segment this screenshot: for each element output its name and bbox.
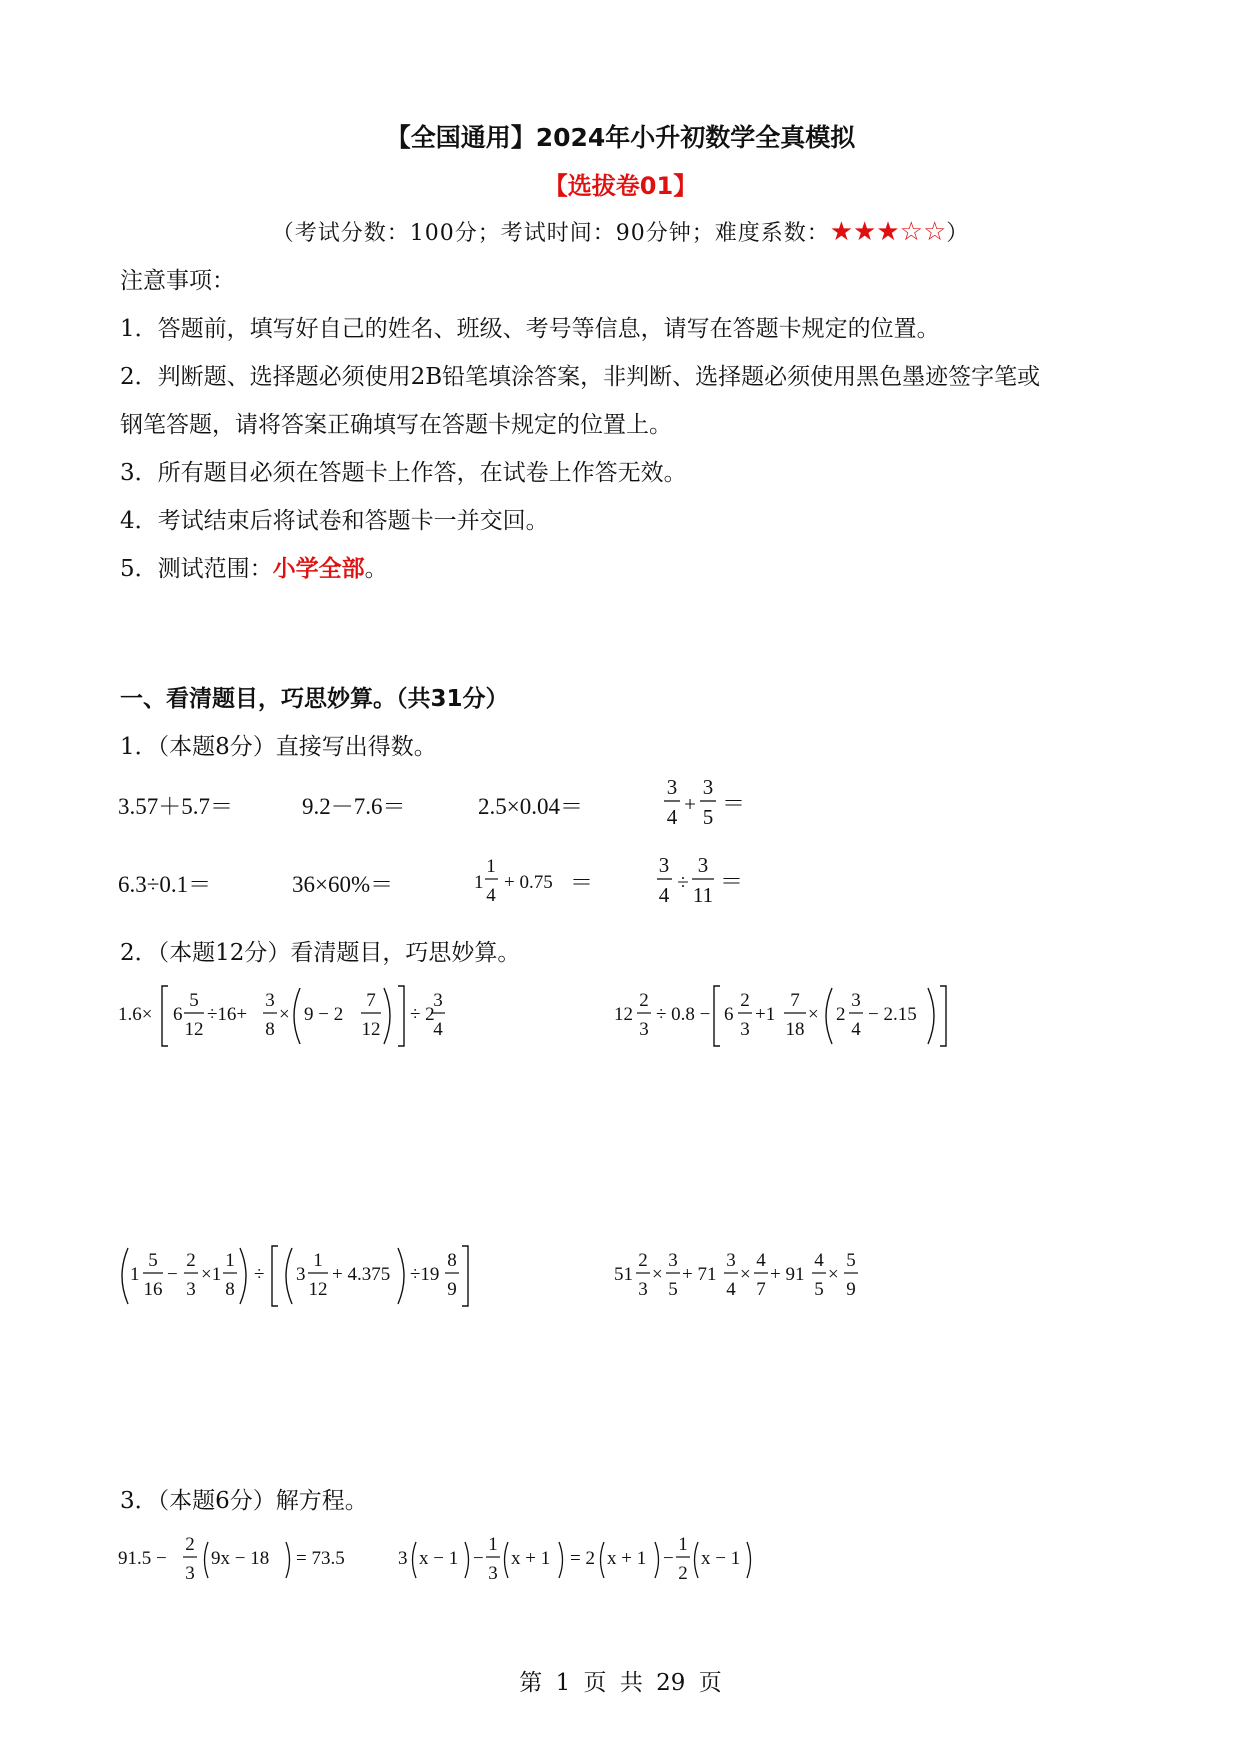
frac-den: 11 xyxy=(692,883,714,907)
whole: 3 xyxy=(296,1264,306,1285)
term: 9x − 18 xyxy=(211,1548,270,1569)
term: = 2 xyxy=(570,1548,595,1569)
exam-info xyxy=(0,216,1241,247)
frac-num: 7 xyxy=(366,990,376,1011)
frac-num: 7 xyxy=(790,990,800,1011)
frac-num: 8 xyxy=(447,1250,457,1271)
frac-den: 4 xyxy=(433,1019,443,1040)
frac-num: 3 xyxy=(666,775,678,799)
frac-den: 4 xyxy=(851,1019,861,1040)
term: x + 1 xyxy=(511,1548,551,1569)
frac-num: 1 xyxy=(313,1250,323,1271)
question-1-label: 1．（本题8分）直接写出得数。 xyxy=(120,734,437,760)
term: x − 1 xyxy=(419,1548,459,1569)
note-item-3: 3．所有题目必须在答题卡上作答，在试卷上作答无效。 xyxy=(120,460,687,486)
q2-expression-4 xyxy=(614,1236,874,1316)
frac-den: 3 xyxy=(639,1019,649,1040)
term: + 71 xyxy=(682,1264,717,1285)
frac-den: 8 xyxy=(265,1019,275,1040)
term: 9 − 2 xyxy=(304,1004,344,1025)
rest: + 0.75 xyxy=(504,872,553,893)
frac-den: 4 xyxy=(666,805,678,829)
frac-den: 3 xyxy=(740,1019,750,1040)
frac-num: 5 xyxy=(148,1250,158,1271)
note-item-4: 4．考试结束后将试卷和答题卡一并交回。 xyxy=(120,508,549,534)
whole: 1 xyxy=(474,872,484,893)
whole: 2 xyxy=(836,1004,846,1025)
whole: 51 xyxy=(614,1264,633,1285)
note-item-5 xyxy=(120,550,388,583)
paper-subtitle: 【选拔卷01】 xyxy=(543,172,698,200)
term: ×1 xyxy=(201,1264,222,1285)
note-item-2-line-2: 钢笔答题，请将答案正确填写在答题卡规定的位置上。 xyxy=(120,412,672,438)
q2-expression-2 xyxy=(614,976,954,1056)
term: +1 xyxy=(755,1004,776,1025)
difficulty-stars xyxy=(830,217,947,247)
frac-den: 3 xyxy=(186,1279,196,1300)
frac-den: 12 xyxy=(184,1019,204,1040)
exam-info-suffix: ） xyxy=(946,221,970,246)
frac-num: 1 xyxy=(486,856,496,877)
q1-item-h xyxy=(654,846,764,916)
frac-num: 3 xyxy=(851,990,861,1011)
whole: 1 xyxy=(130,1264,140,1285)
frac-den: 16 xyxy=(143,1279,163,1300)
term: − xyxy=(167,1264,178,1285)
frac-num: 3 xyxy=(668,1250,678,1271)
page-number: 第 1 页 共 29 页 xyxy=(519,1670,722,1696)
term: x − 1 xyxy=(701,1548,741,1569)
term: × xyxy=(279,1004,290,1025)
frac-den: 9 xyxy=(447,1279,457,1300)
q1-item-f: 36×60%＝ xyxy=(292,872,394,897)
test-scope: 小学全部 xyxy=(272,556,365,582)
whole: 12 xyxy=(614,1004,633,1025)
frac-den: 18 xyxy=(785,1019,805,1040)
frac-den: 4 xyxy=(486,885,496,906)
q1-item-e: 6.3÷0.1＝ xyxy=(118,872,212,897)
frac-den: 4 xyxy=(658,883,670,907)
frac-num: 1 xyxy=(678,1534,688,1555)
note-item-1: 1．答题前，填写好自己的姓名、班级、考号等信息，请写在答题卡规定的位置。 xyxy=(120,316,940,342)
whole: 6 xyxy=(724,1004,734,1025)
frac-num: 3 xyxy=(702,775,714,799)
term: ÷ 0.8 − xyxy=(656,1004,711,1025)
q1-item-g xyxy=(474,846,614,916)
frac-num: 4 xyxy=(814,1250,824,1271)
term: 1.6× xyxy=(118,1004,153,1025)
filled-star-icon: ★★★ xyxy=(829,217,900,247)
frac-num: 3 xyxy=(433,990,443,1011)
frac-num: 2 xyxy=(185,1534,195,1555)
frac-num: 4 xyxy=(756,1250,766,1271)
term: × xyxy=(808,1004,819,1025)
frac-num: 2 xyxy=(638,1250,648,1271)
term: − xyxy=(663,1548,674,1569)
q3-equation-1 xyxy=(118,1520,358,1600)
term: x + 1 xyxy=(607,1548,647,1569)
frac-den: 5 xyxy=(702,805,714,829)
note-item-5-suffix: 。 xyxy=(364,556,388,582)
q1-item-c: 2.5×0.04＝ xyxy=(478,794,583,819)
frac-num: 2 xyxy=(740,990,750,1011)
term: − xyxy=(473,1548,484,1569)
term: + 4.375 xyxy=(332,1264,391,1285)
note-item-2-line-1: 2．判断题、选择题必须使用2B铅笔填涂答案，非判断、选择题必须使用黑色墨迹签字笔或 xyxy=(120,364,1041,390)
equals: ＝ xyxy=(570,870,593,895)
term: 91.5 − xyxy=(118,1548,167,1569)
op: + xyxy=(684,792,696,816)
q3-equation-2 xyxy=(398,1520,758,1600)
term: × xyxy=(740,1264,751,1285)
frac-den: 12 xyxy=(361,1019,381,1040)
frac-num: 3 xyxy=(697,853,709,877)
q1-item-a: 3.57＋5.7＝ xyxy=(118,794,233,819)
question-3-label: 3．（本题6分）解方程。 xyxy=(120,1488,368,1514)
exam-info-prefix: （考试分数：100分；考试时间：90分钟；难度系数： xyxy=(271,221,830,246)
frac-den: 3 xyxy=(185,1563,195,1584)
equals: ＝ xyxy=(722,791,745,816)
frac-num: 5 xyxy=(189,990,199,1011)
section-1-heading: 一、看清题目，巧思妙算。（共31分） xyxy=(120,686,509,712)
frac-den: 7 xyxy=(756,1279,766,1300)
frac-num: 1 xyxy=(488,1534,498,1555)
note-item-5-prefix: 5．测试范围： xyxy=(120,556,273,582)
equals: ＝ xyxy=(720,869,743,894)
frac-den: 12 xyxy=(308,1279,328,1300)
frac-num: 1 xyxy=(225,1250,235,1271)
frac-den: 2 xyxy=(678,1563,688,1584)
frac-num: 2 xyxy=(186,1250,196,1271)
frac-den: 8 xyxy=(225,1279,235,1300)
op: ÷ xyxy=(677,870,689,894)
whole: 6 xyxy=(173,1004,183,1025)
frac-num: 2 xyxy=(639,990,649,1011)
term: = 73.5 xyxy=(296,1548,345,1569)
q2-expression-1 xyxy=(118,976,458,1056)
term: × xyxy=(652,1264,663,1285)
term: × xyxy=(828,1264,839,1285)
frac-den: 5 xyxy=(668,1279,678,1300)
frac-den: 3 xyxy=(488,1563,498,1584)
notes-heading: 注意事项： xyxy=(120,268,235,294)
frac-num: 5 xyxy=(846,1250,856,1271)
empty-star-icon: ☆☆ xyxy=(899,217,947,247)
frac-den: 5 xyxy=(814,1279,824,1300)
frac-den: 3 xyxy=(638,1279,648,1300)
q2-expression-3 xyxy=(118,1236,478,1316)
frac-den: 4 xyxy=(726,1279,736,1300)
q1-item-b: 9.2－7.6＝ xyxy=(302,794,406,819)
q1-item-d xyxy=(660,768,770,838)
term: − 2.15 xyxy=(868,1004,917,1025)
term: 3 xyxy=(398,1548,408,1569)
frac-num: 3 xyxy=(265,990,275,1011)
term: ÷ xyxy=(254,1264,265,1285)
term: + 91 xyxy=(770,1264,805,1285)
term: ÷ 2 xyxy=(410,1004,435,1025)
frac-num: 3 xyxy=(658,853,670,877)
term: ÷16+ xyxy=(207,1004,248,1025)
frac-den: 9 xyxy=(846,1279,856,1300)
term: ÷19 xyxy=(410,1264,440,1285)
page-title: 【全国通用】2024年小升初数学全真模拟 xyxy=(385,123,856,152)
frac-num: 3 xyxy=(726,1250,736,1271)
question-2-label: 2．（本题12分）看清题目，巧思妙算。 xyxy=(120,940,521,966)
